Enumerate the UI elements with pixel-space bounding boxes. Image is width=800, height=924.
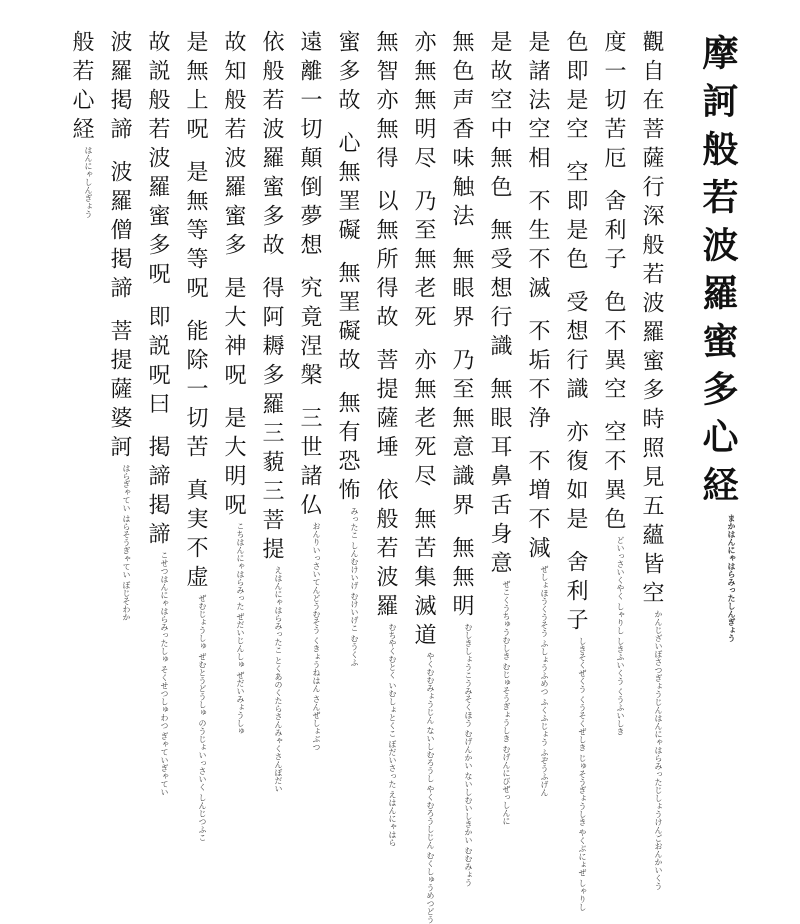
sutra-line-ruby: こせつはんにゃはらみったしゅ そくせつしゅわつ ぎゃていぎゃてい — [160, 551, 169, 797]
sutra-line-ruby: やくむむみょうじん ないしむろうし やくむろうしじん むくしゅうめつどう — [426, 651, 435, 924]
sutra-line-ruby: どいっさいくやく しゃりし しきふいくう くうふいしき — [616, 535, 625, 736]
sutra-line-text: 遠離一切顛倒夢想 究竟涅槃 三世諸仏 — [297, 30, 322, 522]
sutra-line — [297, 30, 322, 752]
sutra-line — [639, 30, 664, 890]
sutra-title-ruby: まかはんにゃはらみったしんぎょう — [727, 514, 737, 642]
sutra-line-text: 般若心経 — [69, 30, 94, 146]
sutra-line-ruby: かんじざいぼさつぎょうじんはんにゃはらみったじしょうけんごおんかいくう — [654, 610, 663, 890]
sutra-title — [697, 34, 739, 642]
sutra-line — [145, 30, 170, 797]
sutra-line-text: 無智亦無得 以無所得故 菩提薩埵 依般若波羅 — [373, 30, 398, 623]
sutra-line-text: 觀自在菩薩行深般若波羅蜜多時照見五蘊皆空 — [639, 30, 664, 610]
sutra-line-ruby: ぜこくうちゅうむしき むじゅそうぎょうしき むげんにびぜっしんに — [502, 580, 511, 826]
sutra-line-ruby: みったこ しんむけいげ むけいげこ むうくふ — [350, 506, 359, 667]
sutra-line — [449, 30, 474, 887]
sutra-line-ruby: はんにゃしんぎょう — [84, 146, 93, 218]
sutra-line-text: 是諸法空相 不生不滅 不垢不浄 不増不減 — [525, 30, 550, 565]
sutra-line-ruby: ぜむじょうしゅ ぜむとうどうしゅ のうじょいっさいく しんじつふこ — [198, 593, 207, 842]
sutra-line-text: 故知般若波羅蜜多 是大神呪 是大明呪 — [221, 30, 246, 522]
sutra-line-text: 色即是空 空即是色 受想行識 亦復如是 舍利子 — [563, 30, 588, 637]
sutra-line — [373, 30, 398, 847]
sutra-line-ruby: はらぎゃてい はらそうぎゃてい ぼじそわか — [122, 464, 131, 622]
sutra-line-text: 無色声香味触法 無眼界 乃至無意識界 無無明 — [449, 30, 474, 623]
sutra-line-ruby: むしきしょうこうみそくほう むげんかい ないしむいしきかい むむみょう — [464, 622, 473, 887]
sutra-line-text: 亦無無明尽 乃至無老死 亦無老死尽 無苦集滅道 — [411, 30, 436, 652]
sutra-line — [411, 30, 436, 924]
sutra-line — [107, 30, 132, 622]
sutra-line — [70, 30, 92, 595]
sutra-line — [221, 30, 246, 736]
sutra-line — [335, 30, 360, 667]
sutra-line — [183, 30, 208, 842]
sutra-line-ruby: こちはんにゃはらみった ぜだいじんしゅ ぜだいみょうしゅ — [236, 522, 245, 736]
sutra-line — [563, 30, 588, 912]
sutra-line-text: 依般若波羅蜜多故 得阿耨多羅三藐三菩提 — [259, 30, 284, 566]
sutra-title-text: 摩訶般若波羅蜜多心経 — [697, 34, 739, 514]
sutra-line-text: 故説般若波羅蜜多呪 即説呪曰 掲諦掲諦 — [145, 30, 170, 551]
sutra-line-text: 是無上呪 是無等等呪 能除一切苦 真実不虚 — [183, 30, 208, 594]
sutra-line — [601, 30, 626, 736]
sutra-line-text: 是故空中無色 無受想行識 無眼耳鼻舌身意 — [487, 30, 512, 580]
sutra-line-ruby: ぜしょほうくうそう ふしょうふめつ ふくふじょう ふぞうふげん — [540, 564, 549, 797]
sutra-line — [487, 30, 512, 826]
sutra-line — [259, 30, 284, 793]
sutra-line-ruby: しきそくぜくう くうそくぜしき じゅそうぎょうしき やくぶにょぜ しゃりし — [578, 636, 587, 912]
sutra-line-ruby: えはんにゃはらみったこ とくあのくたらさんみゃくさんぼだい — [274, 566, 283, 793]
sutra-line-ruby: おんりいっさいてんどうむそう くきょうねはん さんぜしょぶつ — [312, 522, 321, 752]
sutra-line-text: 波羅掲諦 波羅僧掲諦 菩提薩婆訶 — [107, 30, 132, 464]
sutra-line-text: 度一切苦厄 舍利子 色不異空 空不異色 — [601, 30, 626, 536]
sutra-line-ruby: むちやくむとく いむしょとくこ ぼだいさった えはんにゃはら — [388, 622, 397, 847]
sutra-line-text: 蜜多故 心無罣礙 無罣礙故 無有恐怖 — [335, 30, 360, 507]
sutra-line — [525, 30, 550, 797]
